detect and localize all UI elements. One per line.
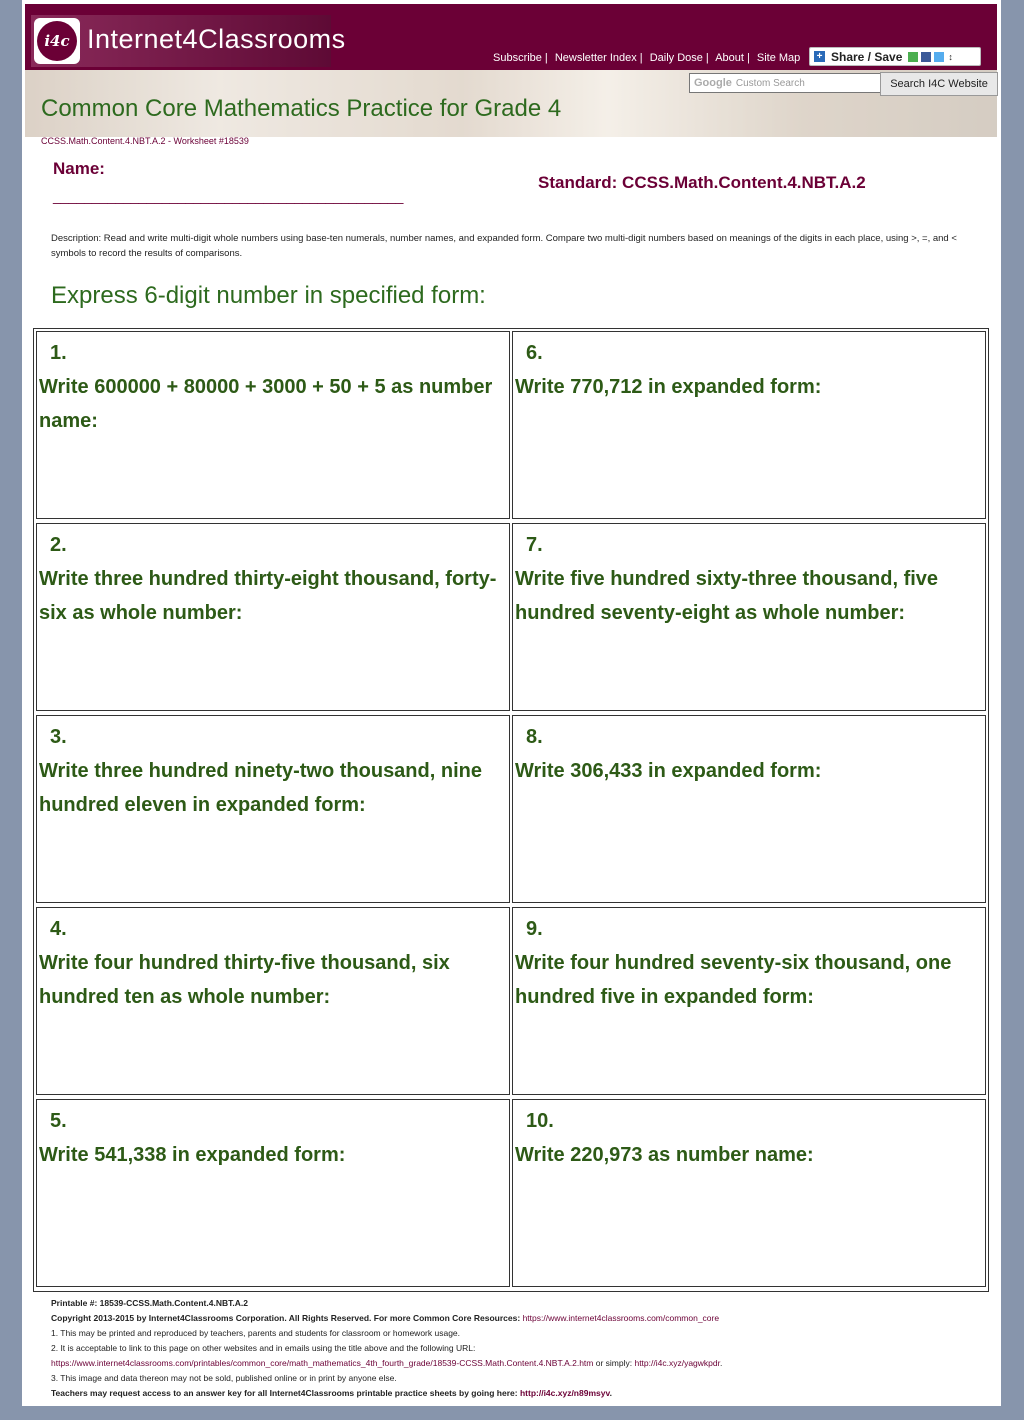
teachers-note: Teachers may request access to an answer key for all Internet4Classrooms printable practice sheets by going here: http://i4c.xyz/n89msyv. (51, 1388, 612, 1398)
problem-number: 4. (50, 918, 67, 940)
share-label: Share / Save (831, 49, 903, 64)
logo-badge (34, 18, 80, 64)
search-placeholder: Custom Search (735, 77, 805, 89)
problem-number: 2. (50, 534, 67, 556)
problem-cell-10 (512, 1099, 986, 1287)
description-text: Description: Read and write multi-digit whole numbers using base-ten numerals, number names, and expanded form. Compare two multi-digit numbers based on meanings of the digits in each place, using >, =, and < symbols to record the results of comparisons. (51, 233, 957, 259)
problem-cell-2 (36, 523, 510, 711)
printable-number: Printable #: 18539-CCSS.Math.Content.4.NBT.A.2 (51, 1298, 248, 1308)
problem-number: 9. (526, 918, 543, 940)
problem-number: 8. (526, 726, 543, 748)
twitter-icon (934, 52, 944, 62)
google-logo: Google (694, 77, 732, 89)
problem-number: 1. (50, 342, 67, 364)
problem-text: Write three hundred thirty-eight thousand, forty-six as whole number: (39, 568, 497, 624)
copyright-line (51, 1311, 996, 1326)
name-label: Name: (53, 159, 105, 178)
problem-text: Write 600000 + 80000 + 3000 + 50 + 5 as number name: (39, 376, 493, 432)
search-input[interactable] (689, 73, 881, 93)
note-2-or: or simply: (593, 1358, 635, 1368)
problem-text: Write four hundred thirty-five thousand, six hundred ten as whole number: (39, 952, 450, 1008)
top-nav: Subscribe | Newsletter Index | Daily Dose | About | Site Map (493, 52, 801, 64)
teachers-text: Teachers may request access to an answer key for all Internet4Classrooms printable practice sheets by going here: (51, 1388, 518, 1398)
problem-cell-1 (36, 331, 510, 519)
email-share-icon (908, 52, 918, 62)
problem-cell-5 (36, 1099, 510, 1287)
problem-text: Write four hundred seventy-six thousand, one hundred five in expanded form: (515, 952, 952, 1008)
footer (51, 1296, 996, 1401)
problem-cell-9 (512, 907, 986, 1095)
problem-number: 7. (526, 534, 543, 556)
problem-number: 5. (50, 1110, 67, 1132)
page-title: Common Core Mathematics Practice for Grade 4 (41, 95, 562, 122)
nav-link-subscribe[interactable]: Subscribe (493, 52, 542, 64)
search-button[interactable]: Search I4C Website (880, 72, 998, 96)
share-plus-icon: + (814, 51, 825, 62)
problem-cell-4 (36, 907, 510, 1095)
copyright-text: Copyright 2013-2015 by Internet4Classrooms Corporation. All Rights Reserved. For more Common Core Resources: (51, 1313, 521, 1323)
problem-cell-8 (512, 715, 986, 903)
note-2: 2. It is acceptable to link to this page on other websites and in emails using the title above and the following URL: (51, 1343, 476, 1353)
note-1: 1. This may be printed and reproduced by teachers, parents and students for classroom or homework usage. (51, 1328, 461, 1338)
site-header (25, 4, 997, 70)
chevron-updown-icon: ↕ (948, 51, 953, 62)
problem-text: Write 541,338 in expanded form: (39, 1144, 346, 1166)
standard-label: Standard: CCSS.Math.Content.4.NBT.A.2 (538, 173, 866, 192)
worksheet-page (22, 0, 1001, 1406)
nav-link-site-map[interactable]: Site Map (756, 52, 801, 64)
share-save-button[interactable] (809, 47, 981, 66)
problem-number: 3. (50, 726, 67, 748)
short-url-link[interactable]: http://i4c.xyz/yagwkpdr (634, 1358, 720, 1368)
site-logo[interactable] (31, 15, 346, 67)
section-heading: Express 6-digit number in specified form: (51, 282, 486, 309)
problem-text: Write five hundred sixty-three thousand, five hundred seventy-eight as whole number: (515, 568, 939, 624)
problem-grid (33, 328, 989, 1292)
problem-cell-6 (512, 331, 986, 519)
problem-number: 10. (526, 1110, 554, 1132)
problem-text: Write three hundred ninety-two thousand, nine hundred eleven in expanded form: (39, 760, 482, 816)
nav-link-about[interactable]: About (715, 52, 744, 64)
logo-badge-text: i4c (37, 21, 77, 61)
note-2-urls: https://www.internet4classrooms.com/printables/common_core/math_mathematics_4th_fourth_grade/18539-CCSS.Math.Content.4.NBT.A.2.htm or simply: http://i4c.xyz/yagwkpdr. (51, 1358, 723, 1368)
facebook-icon (921, 52, 931, 62)
nav-link-newsletter-index[interactable]: Newsletter Index (554, 52, 637, 64)
problem-text: Write 770,712 in expanded form: (515, 376, 822, 398)
logo-text: Internet4Classrooms (87, 24, 346, 54)
problem-text: Write 220,973 as number name: (515, 1144, 814, 1166)
name-blank-line: _____________________________________________ (53, 188, 404, 204)
nav-link-daily-dose[interactable]: Daily Dose (649, 52, 703, 64)
problem-cell-7 (512, 523, 986, 711)
worksheet-url-link[interactable]: https://www.internet4classrooms.com/printables/common_core/math_mathematics_4th_fourth_grade/18539-CCSS.Math.Content.4.NBT.A.2.htm (51, 1358, 594, 1368)
breadcrumb: CCSS.Math.Content.4.NBT.A.2 - Worksheet #18539 (41, 136, 249, 146)
problem-cell-3 (36, 715, 510, 903)
note-3: 3. This image and data thereon may not be sold, published online or in print by anyone else. (51, 1373, 397, 1383)
answer-key-link[interactable]: http://i4c.xyz/n89msyv (519, 1388, 610, 1398)
problem-number: 6. (526, 342, 543, 364)
problem-text: Write 306,433 in expanded form: (515, 760, 822, 782)
common-core-link[interactable]: https://www.internet4classrooms.com/common_core (522, 1313, 720, 1323)
